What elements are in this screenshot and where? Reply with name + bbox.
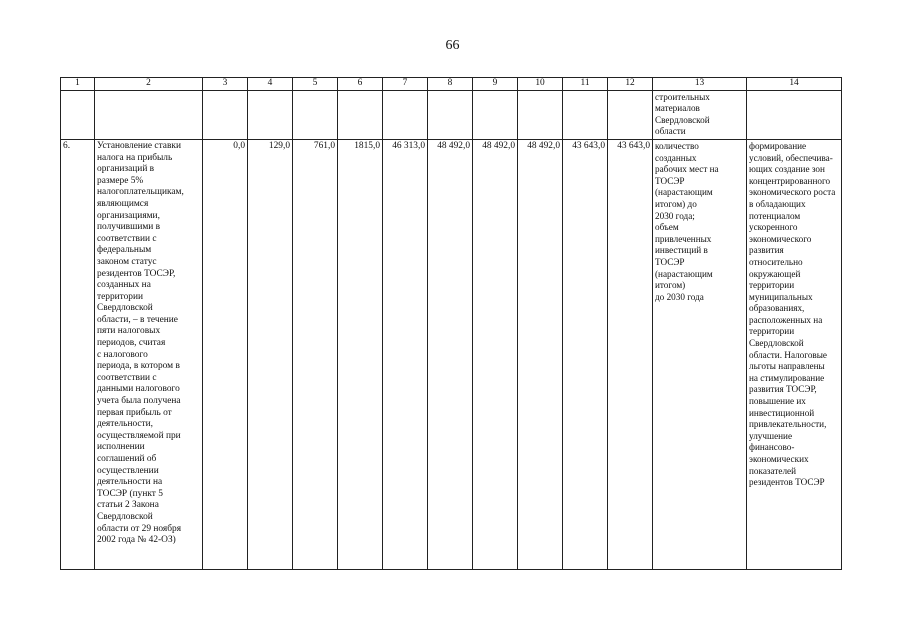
page-number: 66 — [445, 38, 460, 53]
continuation-row — [61, 90, 842, 139]
column-number-row — [61, 78, 842, 91]
column-number-header: 2 — [95, 78, 203, 91]
value-cell: 43 643,0 — [563, 139, 608, 569]
column-number-header: 5 — [293, 78, 338, 91]
tax-benefit-table — [60, 77, 842, 570]
value-cell: 48 492,0 — [518, 139, 563, 569]
empty-cell — [203, 90, 248, 139]
empty-cell — [428, 90, 473, 139]
empty-cell — [608, 90, 653, 139]
empty-cell — [563, 90, 608, 139]
column-number-header: 4 — [248, 78, 293, 91]
value-cell: 48 492,0 — [428, 139, 473, 569]
empty-cell — [293, 90, 338, 139]
column-number-header: 11 — [563, 78, 608, 91]
value-cell: 48 492,0 — [473, 139, 518, 569]
value-cell: 761,0 — [293, 139, 338, 569]
row-number: 6. — [61, 139, 95, 569]
value-cell: 46 313,0 — [383, 139, 428, 569]
column-number-header: 10 — [518, 78, 563, 91]
column-number-header: 9 — [473, 78, 518, 91]
empty-cell — [747, 90, 842, 139]
value-cell: 1815,0 — [338, 139, 383, 569]
empty-cell — [518, 90, 563, 139]
continuation-indicator-text: строительных материалов Свердловской области — [653, 90, 747, 139]
empty-cell — [473, 90, 518, 139]
column-number-header: 12 — [608, 78, 653, 91]
empty-cell — [248, 90, 293, 139]
column-number-header: 8 — [428, 78, 473, 91]
column-number-header: 14 — [747, 78, 842, 91]
empty-cell — [338, 90, 383, 139]
column-number-header: 1 — [61, 78, 95, 91]
value-cell: 129,0 — [248, 139, 293, 569]
column-number-header: 13 — [653, 78, 747, 91]
table-row — [61, 139, 842, 569]
column-number-header: 6 — [338, 78, 383, 91]
empty-cell — [383, 90, 428, 139]
value-cell: 0,0 — [203, 139, 248, 569]
value-cell: 43 643,0 — [608, 139, 653, 569]
empty-cell — [61, 90, 95, 139]
column-number-header: 3 — [203, 78, 248, 91]
empty-cell — [95, 90, 203, 139]
indicator-text: количество созданных рабочих мест на ТОСЭР (нарастающим итогом) до 2030 года; объем привлеченных инвестиций в ТОСЭР (нарастающим итогом) до 2030 года — [653, 139, 747, 569]
rationale-text: формирование условий, обеспечива- ющих создание зон концентрированного экономического роста в обладающих потенциалом ускоренного экономического развития относительно окружающей территории муниципальных образованиях, расположенных на территории Свердловской области. Налоговые льготы направлены на стимулирование развития ТОСЭР, повышение их инвестиционной привлекательности, улучшение финансово- экономических показателей резидентов ТОСЭР — [747, 139, 842, 569]
column-number-header: 7 — [383, 78, 428, 91]
benefit-description: Установление ставки налога на прибыль организаций в размере 5% налогоплательщикам, являющимся организациями, получившими в соответствии с федеральным законом статус резидентов ТОСЭР, созданных на территории Свердловской области, – в течение пяти налоговых периодов, считая с налогового периода, в котором в соответствии с данными налогового учета была получена первая прибыль от деятельности, осуществляемой при исполнении соглашений об осуществлении деятельности на ТОСЭР (пункт 5 статьи 2 Закона Свердловской области от 29 ноября 2002 года № 42-ОЗ) — [95, 139, 203, 569]
